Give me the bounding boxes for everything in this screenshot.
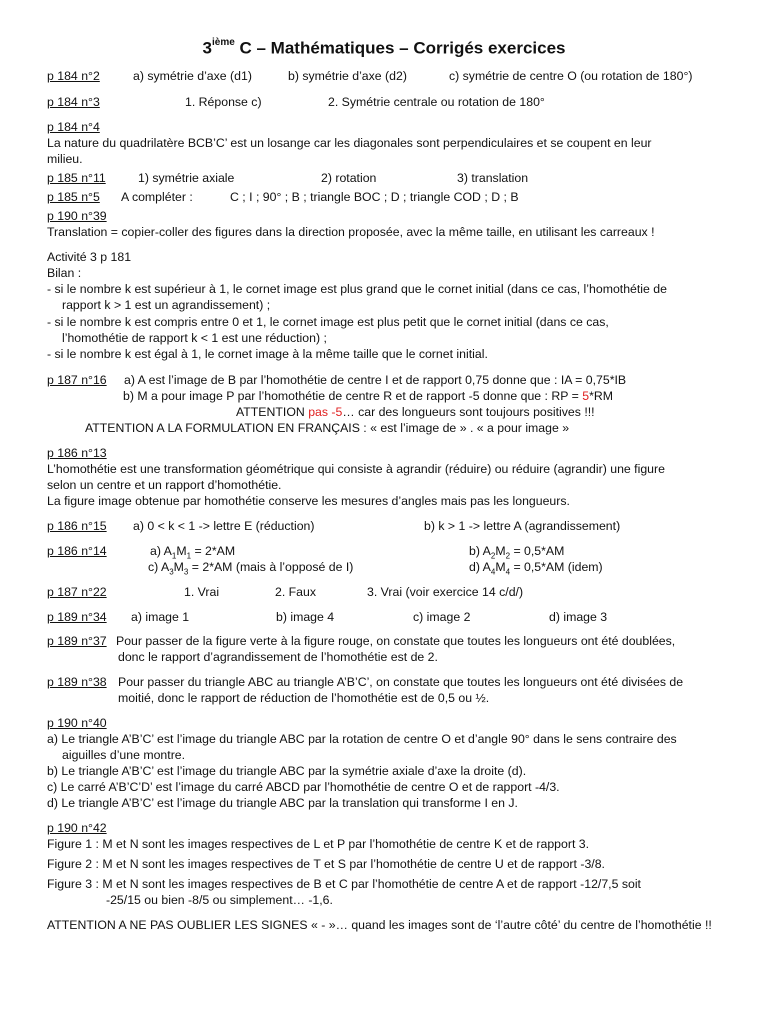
answer-text: c) Le carré A’B’C’D’ est l’image du carré ABCD par l’homothétie de centre O et de rapport -4/3. <box>47 780 560 794</box>
answer-text: L’homothétie est une transformation géométrique qui consiste à agrandir (réduire) ou réduire (agrandir) une figure <box>47 462 665 476</box>
answer-text: - si le nombre k est égal à 1, le cornet image à la même taille que le cornet initial. <box>47 347 488 361</box>
answer-text: l’homothétie de rapport k < 1 est une réduction) ; <box>62 331 327 345</box>
title-text: C – Mathématiques – Corrigés exercices <box>234 38 566 58</box>
answer-text: b) symétrie d’axe (d2) <box>288 69 407 83</box>
answer-text: c) $A_3M_3 = 2*AM$ (mais à l’opposé de I) <box>148 560 354 577</box>
title-number: 3 <box>202 38 212 58</box>
answer-text: -25/15 ou bien -8/5 ou simplement… -1,6. <box>106 893 333 907</box>
exercise-ref: p 185 n°11 <box>47 171 106 185</box>
answer-text: aiguilles d’une montre. <box>62 748 186 762</box>
answer-text: d) image 3 <box>549 610 608 624</box>
exercise-ref: p 189 n°37 <box>47 634 107 648</box>
activity-title: Activité 3 p 181 <box>47 250 132 264</box>
answer-text: b) Le triangle A’B’C’ est l’image du triangle ABC par la symétrie axiale d’axe la droite (d). <box>47 764 527 778</box>
answer-text: - si le nombre k est supérieur à 1, le cornet image est plus grand que le cornet initial (dans ce cas, l’homothétie de <box>47 282 667 296</box>
answer-text: selon un centre et un rapport d’homothétie. <box>47 478 282 492</box>
title-superscript: ième <box>211 37 235 48</box>
answer-text: b) k > 1 -> lettre A (agrandissement) <box>424 519 621 533</box>
answer-text: 2. Symétrie centrale ou rotation de 180° <box>328 95 545 109</box>
answer-text: a) A est l’image de B par l’homothétie de centre I et de rapport 0,75 donne que : IA = 0,75*IB <box>124 373 627 387</box>
exercise-ref: p 186 n°15 <box>47 519 107 533</box>
answer-text: donc le rapport d’agrandissement de l’homothétie est de 2. <box>118 650 438 664</box>
answer-text: 1. Vrai <box>184 585 220 599</box>
exercise-ref: p 189 n°38 <box>47 675 107 689</box>
answer-text: Figure 2 : M et N sont les images respectives de T et S par l’homothétie de centre U et de rapport -3/8. <box>47 857 605 871</box>
answer-text: Bilan : <box>47 266 82 280</box>
answer-text: La nature du quadrilatère BCB’C’ est un losange car les diagonales sont perpendiculaires et se coupent en leur <box>47 136 652 150</box>
answer-text: Figure 1 : M et N sont les images respectives de L et P par l’homothétie de centre K et de rapport 3. <box>47 837 590 851</box>
exercise-ref: p 187 n°22 <box>47 585 107 599</box>
answer-text: c) image 2 <box>413 610 471 624</box>
answer-text: A compléter : <box>121 190 193 204</box>
answer-text: d) $A_4M_4 = 0,5*AM$ (idem) <box>469 560 603 577</box>
exercise-ref: p 184 n°3 <box>47 95 100 109</box>
exercise-ref: p 185 n°5 <box>47 190 100 204</box>
warning-text: ATTENTION A LA FORMULATION EN FRANÇAIS : « est l’image de » . « a pour image » <box>85 421 570 435</box>
answer-text: a) Le triangle A’B’C’ est l’image du triangle ABC par la rotation de centre O et d’angle 90° dans le sens contraire des <box>47 732 677 746</box>
answer-text: Translation = copier-coller des figures dans la direction proposée, avec la même taille, en utilisant les carreaux ! <box>47 225 655 239</box>
answer-text: 2. Faux <box>275 585 317 599</box>
exercise-ref: p 186 n°14 <box>47 544 107 558</box>
answer-text: 1. Réponse c) <box>185 95 262 109</box>
answer-text: a) $A_1M_1 = 2*AM$ <box>150 544 236 561</box>
warning-text: ATTENTION A NE PAS OUBLIER LES SIGNES « - »… quand les images sont de ‘l’autre côté’ du centre de l’homothétie !! <box>47 918 712 932</box>
exercise-ref: p 190 n°40 <box>47 716 107 730</box>
answer-text: moitié, donc le rapport de réduction de l’homothétie est de 0,5 ou ½. <box>118 691 490 705</box>
answer-text: d) Le triangle A’B’C’ est l’image du triangle ABC par la translation qui transforme I en J. <box>47 796 518 810</box>
highlight-red: pas -5 <box>308 405 343 419</box>
exercise-ref: p 184 n°4 <box>47 120 100 134</box>
answer-text: rapport k > 1 est un agrandissement) ; <box>62 298 271 312</box>
answer-text: b) M a pour image P par l’homothétie de centre R et de rapport -5 donne que : RP = 5*RM <box>123 389 614 403</box>
answer-text: a) 0 < k < 1 -> lettre E (réduction) <box>133 519 315 533</box>
answer-text: 1) symétrie axiale <box>138 171 235 185</box>
answer-text: Pour passer du triangle ABC au triangle A’B’C’, on constate que toutes les longueurs ont été divisées de <box>118 675 684 689</box>
exercise-ref: p 187 n°16 <box>47 373 107 387</box>
answer-text: c) symétrie de centre O (ou rotation de 180°) <box>449 69 693 83</box>
answer-text: Figure 3 : M et N sont les images respectives de B et C par l’homothétie de centre A et de rapport -12/7,5 soit <box>47 877 641 891</box>
answer-text: La figure image obtenue par homothétie conserve les mesures d’angles mais pas les longueurs. <box>47 494 570 508</box>
answer-text: 3) translation <box>457 171 529 185</box>
exercise-ref: p 184 n°2 <box>47 69 100 83</box>
answer-text: milieu. <box>47 152 83 166</box>
exercise-ref: p 190 n°39 <box>47 209 107 223</box>
exercise-ref: p 186 n°13 <box>47 446 107 460</box>
answer-text: b) $A_2M_2 = 0,5*AM$ <box>469 544 565 561</box>
answer-text: 2) rotation <box>321 171 377 185</box>
exercise-ref: p 189 n°34 <box>47 610 107 624</box>
answer-text: C ; I ; 90° ; B ; triangle BOC ; D ; triangle COD ; D ; B <box>230 190 519 204</box>
answer-text: 3. Vrai (voir exercice 14 c/d/) <box>367 585 524 599</box>
answer-text: Pour passer de la figure verte à la figure rouge, on constate que toutes les longueurs ont été doublées, <box>116 634 676 648</box>
answer-text: a) symétrie d’axe (d1) <box>133 69 252 83</box>
answer-text: - si le nombre k est compris entre 0 et 1, le cornet image est plus petit que le cornet initial (dans ce cas, <box>47 315 609 329</box>
page-title <box>0 34 768 60</box>
highlight-red: 5 <box>582 389 590 403</box>
answer-text: a) image 1 <box>131 610 190 624</box>
exercise-ref: p 190 n°42 <box>47 821 107 835</box>
warning-text: ATTENTION pas -5… car des longueurs sont toujours positives !!! <box>236 405 595 419</box>
answer-text: b) image 4 <box>276 610 335 624</box>
